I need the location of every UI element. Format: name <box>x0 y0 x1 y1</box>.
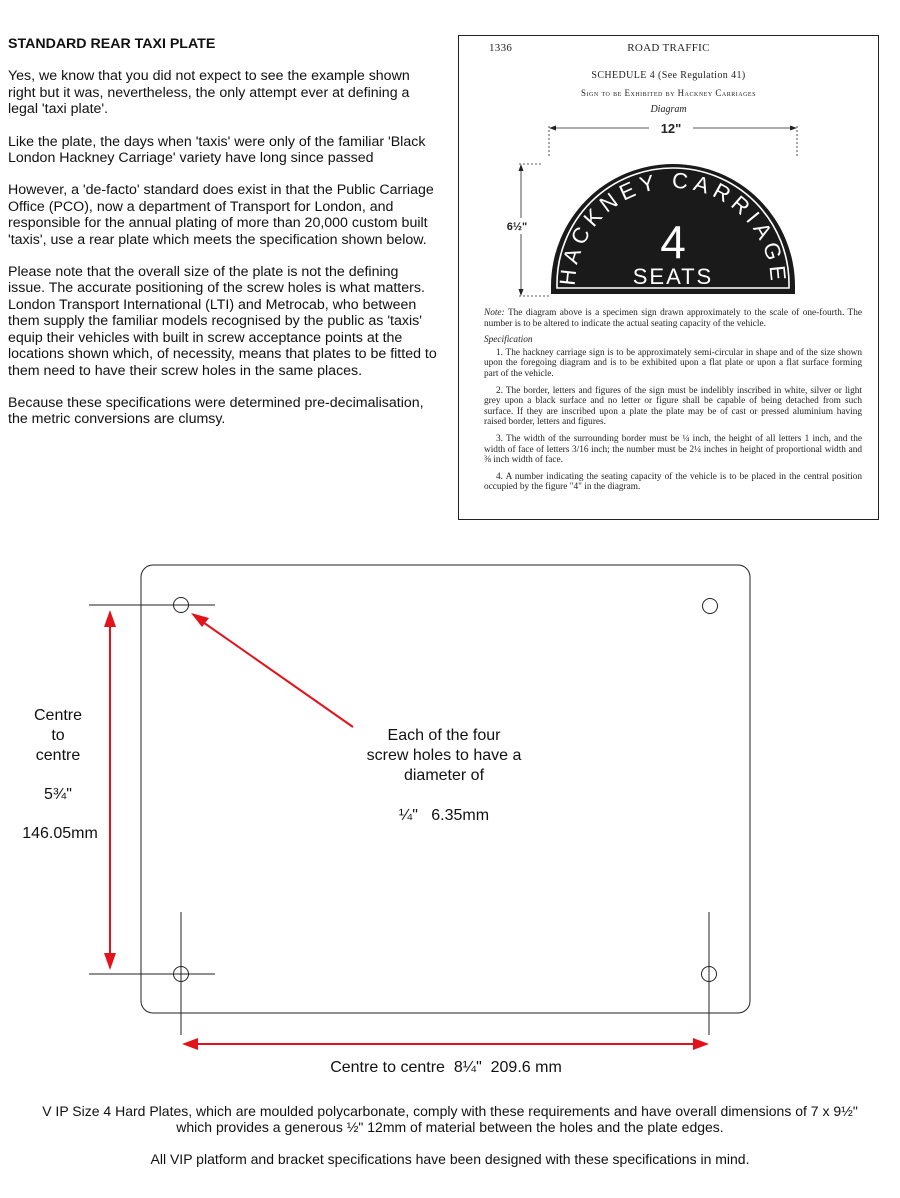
vertical-label-line: to <box>51 727 65 744</box>
spec-item: 3. The width of the surrounding border must be ¼ inch, the height of all letters 1 inch, and the width of face of letters 3/16 inch; the number must be 2¼ inches in height of proportional width and ⅜ inch width of face. <box>484 433 862 466</box>
regulation-scan <box>458 35 879 520</box>
hole-note-line: diameter of <box>403 767 485 784</box>
paragraph: Because these specifications were determined pre-decimalisation, the metric conversions are clumsy. <box>8 394 424 428</box>
paragraph: Yes, we know that you did not expect to see the example shown right but it was, nevertheless, the only attempt ever at defining a legal 'taxi plate'. <box>8 68 410 118</box>
page-number: 1336 <box>489 42 513 54</box>
paragraph: Like the plate, the days when 'taxis' were only of the familiar 'Black London Hackney Carriage' variety have long since passed <box>8 133 426 167</box>
regulation-text <box>484 308 862 499</box>
hole-note-line: screw holes to have a <box>366 747 522 764</box>
vertical-metric: 146.05mm <box>22 825 98 842</box>
paragraph: Please note that the overall size of the plate is not the defining issue. The accurate positioning of the screw holes is what matters. London Transport International (LTI) and Metrocab, who between them supply the familiar models recognised by the public as 'taxis' equip their vehicles with built in screw acceptance points at the locations shown which, of necessity, means that plates to be fitted to them need to have their screw holes in the same places. <box>8 264 437 379</box>
vertical-imperial: 5¾" <box>44 786 72 803</box>
note-label: Note: <box>484 308 505 318</box>
spec-item: 1. The hackney carriage sign is to be approximately semi-circular in shape and of the size shown upon the foregoing diagram and is to be exhibited upon a flat plate or upon a flat surface forming part of the vehicle. <box>484 347 862 379</box>
height-dimension: 6½" <box>506 221 528 233</box>
hole-pointer-arrow <box>191 613 353 727</box>
horizontal-label: Centre to centre 8¼" 209.6 mm <box>330 1059 562 1076</box>
footer-line: V IP Size 4 Hard Plates, which are moulded polycarbonate, comply with these requirements and have overall dimensions of 7 x 9½" <box>42 1103 858 1119</box>
paragraph: However, a 'de-facto' standard does exist in that the Public Carriage Office (PCO), now a department of Transport for London, and responsible for the annual plating of more than 20,000 custom built 'taxis', use a rear plate which meets the specification shown below. <box>8 182 434 248</box>
vertical-label <box>20 706 96 766</box>
running-title: ROAD TRAFFIC <box>627 42 710 54</box>
vertical-label-line: centre <box>35 747 81 764</box>
sign-arc-text: HACKNEY CARRIAGE <box>554 167 792 287</box>
note <box>484 308 862 329</box>
hole-note <box>334 726 554 786</box>
vertical-label-line: Centre <box>33 707 83 724</box>
page-heading: STANDARD REAR TAXI PLATE <box>8 36 216 52</box>
footer-line: All VIP platform and bracket specifications have been designed with these specifications in mind. <box>150 1151 750 1167</box>
spec-item: 2. The border, letters and figures of the sign must be indelibly inscribed in white, silver or light grey upon a black surface and no letter or figure shall be capable of being detached from such surface. If they are inscribed upon a plate the plate may be of cast or pressed aluminium having raised border, letters and figures. <box>484 385 862 428</box>
plate-outline <box>141 565 750 1013</box>
schedule-title: SCHEDULE 4 (See Regulation 41) <box>591 70 746 81</box>
vertical-dimension-arrow <box>104 610 116 970</box>
sign-number: 4 <box>660 216 686 268</box>
horizontal-dimension-arrow <box>182 1038 709 1050</box>
sign-seats: SEATS <box>632 264 714 289</box>
spec-heading: Specification <box>484 335 533 346</box>
hole-note-line: Each of the four <box>387 727 501 744</box>
intro-text <box>8 36 438 444</box>
hole-size: ¼" 6.35mm <box>398 807 490 824</box>
spec-item: 4. A number indicating the seating capacity of the vehicle is to be placed in the central position occupied by the figure "4" in the diagram. <box>484 471 862 493</box>
note-text: The diagram above is a specimen sign drawn approximately to the scale of one-fourth. The number is to be altered to indicate the actual seating capacity of the vehicle. <box>484 308 863 329</box>
diagram-label: Diagram <box>650 104 687 115</box>
hackney-sign-diagram <box>499 118 859 303</box>
width-dimension: 12" <box>660 121 682 136</box>
schedule-subtitle: Sign to be Exhibited by Hackney Carriages <box>581 88 756 98</box>
screw-hole-top-right <box>703 599 718 614</box>
footer-line: which provides a generous ½" 12mm of material between the holes and the plate edges. <box>176 1119 724 1135</box>
